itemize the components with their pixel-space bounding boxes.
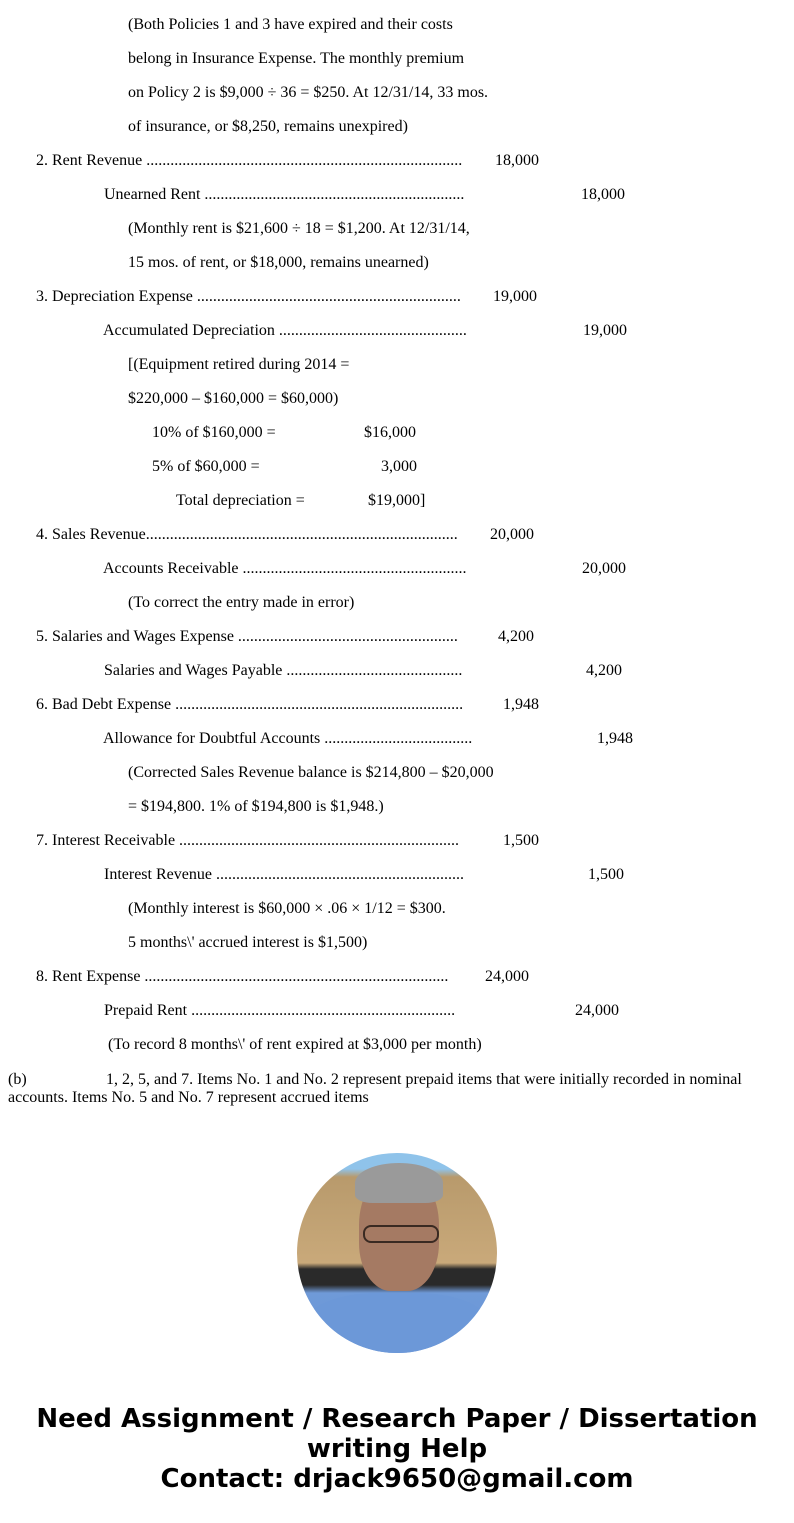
footer-line-2: writing Help [306,1434,488,1464]
entry-line: (Monthly interest is $60,000 × .06 × 1/12 = $300. [128,900,446,917]
entry-amount: $19,000] [368,492,426,509]
entry-amount: 1,500 [588,866,624,883]
entry-amount: 4,200 [586,662,622,679]
entry-amount: 1,948 [597,730,633,747]
entry-line: [(Equipment retired during 2014 = [128,356,350,373]
entry-line: Accumulated Depreciation ............................................... [103,322,467,339]
entry-line: Interest Revenue .............................................................. [104,866,464,883]
entry-line: 5 months\' accrued interest is $1,500) [128,934,368,951]
entry-line: (Corrected Sales Revenue balance is $214,800 – $20,000 [128,764,494,781]
entry-line: belong in Insurance Expense. The monthly premium [128,50,465,67]
entry-line: 10% of $160,000 = [152,424,276,441]
entry-line: 2. Rent Revenue ............................................................................... [36,152,463,169]
entry-line: Accounts Receivable ........................................................ [103,560,467,577]
entry-line: Unearned Rent ................................................................. [104,186,465,203]
entry-line: Prepaid Rent .................................................................. [104,1002,456,1019]
footer-contact: Contact: drjack9650@gmail.com [160,1464,634,1494]
entry-line: 15 mos. of rent, or $18,000, remains unearned) [128,254,429,271]
entry-amount: 19,000 [493,288,537,305]
entry-line: 3. Depreciation Expense .................................................................. [36,288,461,305]
entry-amount: 20,000 [582,560,626,577]
entry-amount: $16,000 [364,424,416,441]
entry-line: = $194,800. 1% of $194,800 is $1,948.) [128,798,384,815]
entry-amount: 20,000 [490,526,534,543]
entry-line: $220,000 – $160,000 = $60,000) [128,390,339,407]
footer-line-1: Need Assignment / Research Paper / Dissertation [36,1404,758,1434]
entry-amount: 18,000 [581,186,625,203]
entry-line: of insurance, or $8,250, remains unexpired) [128,118,408,135]
entry-amount: 1,948 [503,696,539,713]
entry-line: 4. Sales Revenue.............................................................................. [36,526,458,543]
part-b-label: (b) [8,1071,27,1088]
entry-amount: 19,000 [583,322,627,339]
author-photo [297,1153,497,1353]
entry-amount: 18,000 [495,152,539,169]
entry-line: 6. Bad Debt Expense ........................................................................ [36,696,464,713]
entry-line: (Both Policies 1 and 3 have expired and their costs [128,16,453,33]
entry-line: on Policy 2 is $9,000 ÷ 36 = $250. At 12/31/14, 33 mos. [128,84,489,101]
contact-banner [0,1404,794,1494]
entry-amount: 1,500 [503,832,539,849]
part-b-answer [8,1071,778,1107]
entry-amount: 24,000 [575,1002,619,1019]
entry-line: 7. Interest Receivable ...................................................................... [36,832,460,849]
entry-line: Salaries and Wages Payable ............................................ [104,662,463,679]
entry-line: (To record 8 months\' of rent expired at $3,000 per month) [108,1036,482,1053]
entry-line: 5% of $60,000 = [152,458,260,475]
entry-amount: 4,200 [498,628,534,645]
entry-line: (To correct the entry made in error) [128,594,355,611]
entry-line: Total depreciation = [176,492,305,509]
entry-amount: 24,000 [485,968,529,985]
entry-line: Allowance for Doubtful Accounts ..................................... [103,730,473,747]
part-b-text: 1, 2, 5, and 7. Items No. 1 and No. 2 represent prepaid items that were initially recorded in nominal accounts. Items No. 5 and No. 7 represent accrued items [8,1071,742,1106]
entry-line: (Monthly rent is $21,600 ÷ 18 = $1,200. At 12/31/14, [128,220,470,237]
entry-line: 5. Salaries and Wages Expense ....................................................... [36,628,458,645]
entry-line: 8. Rent Expense ............................................................................ [36,968,449,985]
entry-amount: 3,000 [381,458,417,475]
